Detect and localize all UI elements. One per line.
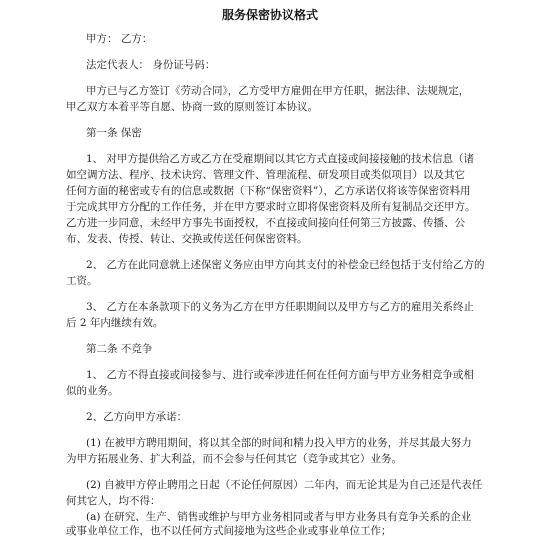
clause-2-1-line: 1、 乙方不得直接或间接参与、进行或牵涉进任何在任何方面与甲方业务相竞争或相: [86, 369, 475, 381]
article-2-heading: 第二条 不竞争: [86, 343, 153, 355]
subclause-2-line: 何其它人，均不得：: [66, 495, 161, 507]
clause-1-3-line: 后 2 年内继续有效。: [66, 317, 164, 329]
representative-line: 法定代表人： 身份证号码：: [86, 59, 216, 71]
clause-1-2-line: 2、 乙方在此同意就上述保密义务应由甲方向其支付的补偿金已经包括于支付给乙方的: [86, 259, 485, 271]
article-1-heading: 第一条 保密: [86, 127, 142, 139]
clause-2-1-line: 似的业务。: [66, 385, 119, 397]
document-title: 服务保密协议格式: [221, 8, 318, 22]
subclause-a-line: (a) 在研究、生产、销售或维护与甲方业务相同或者与甲方业务具有竞争关系的企业: [86, 511, 472, 523]
clause-1-1-line: 乙方进一步同意，未经甲方事先书面授权，不直接或间接向任何第三方披露、传播、公: [66, 217, 465, 229]
party-line: 甲方： 乙方：: [86, 33, 153, 45]
clause-1-1-line: 于完成其甲方分配的工作任务，并在甲方要求时立即将保密资料及所有复制品交还甲方。: [66, 201, 476, 213]
preamble-line: 甲方已与乙方签订《劳动合同》，乙方受甲方雇佣在甲方任职，据法律、法规规定，: [86, 85, 470, 97]
subclause-a-line: 或事业单位工作，也不以任何方式间接地为这些企业或事业单位工作；: [66, 525, 392, 537]
clause-1-3-line: 3、 乙方在本条款项下的义务为乙方在甲方任职期间以及甲方与乙方的雇用关系终止: [86, 301, 475, 313]
clause-1-1-line: 布、发表、传授、转让、交换或传送任何保密资料。: [66, 233, 308, 245]
subclause-2-line: (2) 自被甲方停止聘用之日起（不论任何原因）二年内，而无论其是为自己还是代表任: [86, 479, 483, 491]
subclause-1-line: (1) 在被甲方聘用期间，将以其全部的时间和精力投入甲方的业务，并尽其最大努力: [86, 437, 472, 449]
clause-1-2-line: 工资。: [66, 275, 98, 287]
clause-1-1-line: 任何方面的秘密或专有的信息或数据（下称“保密资料”），乙方承诺仅将该等保密资料用: [66, 185, 471, 197]
preamble-line: 甲乙双方本着平等自愿、协商一致的原则签订本协议。: [66, 101, 318, 113]
subclause-1-line: 为甲方拓展业务、扩大利益，而不会参与任何其它（竞争或其它）业务。: [66, 453, 402, 465]
clause-2-2-line: 2、乙方向甲方承诺：: [86, 411, 188, 423]
clause-1-1-line: 1、 对甲方提供给乙方或乙方在受雇期间以其它方式直接或间接接触的技术信息（诸: [86, 153, 475, 165]
clause-1-1-line: 如空调方法、程序、技术诀窍、管理文件、管理流程、研发项目或类似项目）以及其它: [66, 169, 465, 181]
